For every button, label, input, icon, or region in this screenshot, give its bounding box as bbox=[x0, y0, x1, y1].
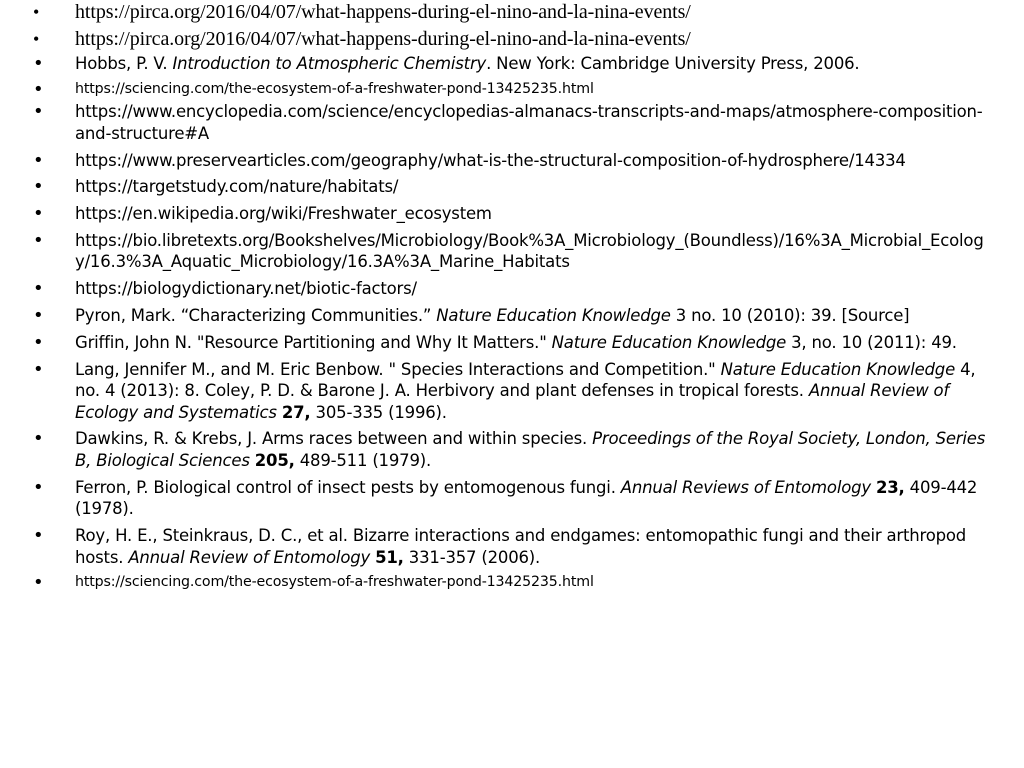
reference-item-11 bbox=[0, 305, 1024, 327]
bullet: • bbox=[33, 476, 44, 498]
bullet: • bbox=[33, 149, 44, 171]
reference-journal-2: Annual Review of Ecology and Systematics bbox=[75, 381, 950, 422]
reference-journal: Annual Reviews of Entomology bbox=[620, 477, 871, 497]
bullet: • bbox=[33, 525, 44, 547]
reference-journal: Nature Education Knowledge bbox=[436, 306, 671, 326]
bullet: • bbox=[33, 28, 40, 49]
reference-details: 4, no. 4 (2013): 8. Coley, P. D. & Barone J. A. Herbivory and plant defenses in tropical forests. bbox=[75, 359, 976, 401]
reference-url: https://sciencing.com/the-ecosystem-of-a-freshwater-pond-13425235.html bbox=[75, 80, 594, 97]
reference-item-9 bbox=[0, 230, 1024, 273]
reference-item-6 bbox=[0, 150, 1024, 172]
reference-url: https://www.encyclopedia.com/science/encyclopedias-almanacs-transcripts-and-maps/atmosphere-composition-and-structure#A bbox=[75, 102, 983, 143]
reference-item-5 bbox=[0, 101, 1024, 144]
bullet: • bbox=[33, 331, 44, 353]
reference-authors: Lang, Jennifer M., and M. Eric Benbow. " Species Interactions and Competition." bbox=[75, 359, 721, 379]
bullet: • bbox=[33, 176, 44, 198]
reference-authors: Ferron, P. Biological control of insect pests by entomogenous fungi. bbox=[75, 477, 621, 497]
reference-journal: Proceedings of the Royal Society, London, Series B, Biological Sciences bbox=[75, 429, 986, 470]
reference-item-12 bbox=[0, 332, 1024, 354]
reference-url: https://biologydictionary.net/biotic-factors/ bbox=[75, 279, 417, 299]
reference-item-17 bbox=[0, 573, 1024, 592]
reference-item-3 bbox=[0, 53, 1024, 75]
reference-item-2 bbox=[0, 27, 1024, 51]
reference-item-14 bbox=[0, 428, 1024, 471]
reference-publisher: . New York: Cambridge University Press, 2006. bbox=[486, 54, 860, 73]
reference-item-13 bbox=[0, 359, 1024, 424]
reference-volume: 23, bbox=[875, 477, 905, 497]
reference-url: https://en.wikipedia.org/wiki/Freshwater_ecosystem bbox=[75, 204, 492, 224]
reference-journal: Annual Review of Entomology bbox=[128, 547, 371, 567]
reference-details: 3, no. 10 (2011): 49. bbox=[786, 332, 957, 352]
reference-authors: Hobbs, P. V. bbox=[75, 54, 173, 73]
reference-volume: 51, bbox=[375, 547, 404, 567]
reference-url: https://bio.libretexts.org/Bookshelves/Microbiology/Book%3A_Microbiology_(Boundless)/16%3A_Microbial_Ecology/16.3%3A_Aquatic_Microbiology/16.3A%3A_Marine_Habitats bbox=[75, 230, 984, 272]
reference-url: https://targetstudy.com/nature/habitats/ bbox=[75, 177, 399, 197]
reference-authors: Pyron, Mark. “Characterizing Communities.” bbox=[75, 306, 437, 326]
reference-item-16 bbox=[0, 525, 1024, 568]
bullet: • bbox=[33, 572, 44, 594]
reference-item-4 bbox=[0, 80, 1024, 99]
reference-item-7 bbox=[0, 176, 1024, 198]
reference-item-8 bbox=[0, 203, 1024, 225]
bullet: • bbox=[33, 305, 44, 327]
reference-url: https://sciencing.com/the-ecosystem-of-a-freshwater-pond-13425235.html bbox=[75, 574, 594, 591]
reference-item-10 bbox=[0, 278, 1024, 300]
reference-volume: 27, bbox=[281, 402, 311, 422]
reference-pages: 409-442 (1978). bbox=[75, 477, 978, 519]
bullet: • bbox=[33, 278, 44, 300]
reference-volume: 205, bbox=[254, 450, 295, 470]
reference-url: https://www.preservearticles.com/geography/what-is-the-structural-composition-of-hydrosphere/14334 bbox=[75, 150, 906, 170]
bullet: • bbox=[33, 53, 44, 74]
reference-item-15 bbox=[0, 477, 1024, 520]
bullet: • bbox=[33, 78, 44, 100]
reference-authors: Dawkins, R. & Krebs, J. Arms races between and within species. bbox=[75, 429, 593, 449]
bullet: • bbox=[33, 2, 40, 22]
reference-url: https://pirca.org/2016/04/07/what-happens-during-el-nino-and-la-nina-events/ bbox=[75, 1, 691, 23]
bullet: • bbox=[33, 428, 44, 450]
bullet: • bbox=[33, 101, 44, 123]
reference-journal: Nature Education Knowledge bbox=[720, 359, 956, 379]
bullet: • bbox=[33, 229, 44, 251]
reference-pages: 305-335 (1996). bbox=[310, 402, 447, 422]
bullet: • bbox=[33, 203, 44, 225]
reference-details: 3 no. 10 (2010): 39. [Source] bbox=[670, 306, 910, 326]
reference-authors: Griffin, John N. "Resource Partitioning and Why It Matters." bbox=[75, 332, 552, 352]
reference-book-title: Introduction to Atmospheric Chemistry bbox=[172, 54, 487, 73]
bullet: • bbox=[33, 358, 44, 380]
reference-journal: Nature Education Knowledge bbox=[551, 332, 787, 352]
reference-pages: 489-511 (1979). bbox=[294, 450, 432, 470]
reference-authors: Roy, H. E., Steinkraus, D. C., et al. Bizarre interactions and endgames: entomopathic fungi and their arthropod hosts. bbox=[75, 526, 967, 567]
reference-item-1 bbox=[0, 0, 1024, 24]
reference-pages: 331-357 (2006). bbox=[403, 547, 541, 567]
reference-url: https://pirca.org/2016/04/07/what-happens-during-el-nino-and-la-nina-events/ bbox=[75, 27, 691, 50]
